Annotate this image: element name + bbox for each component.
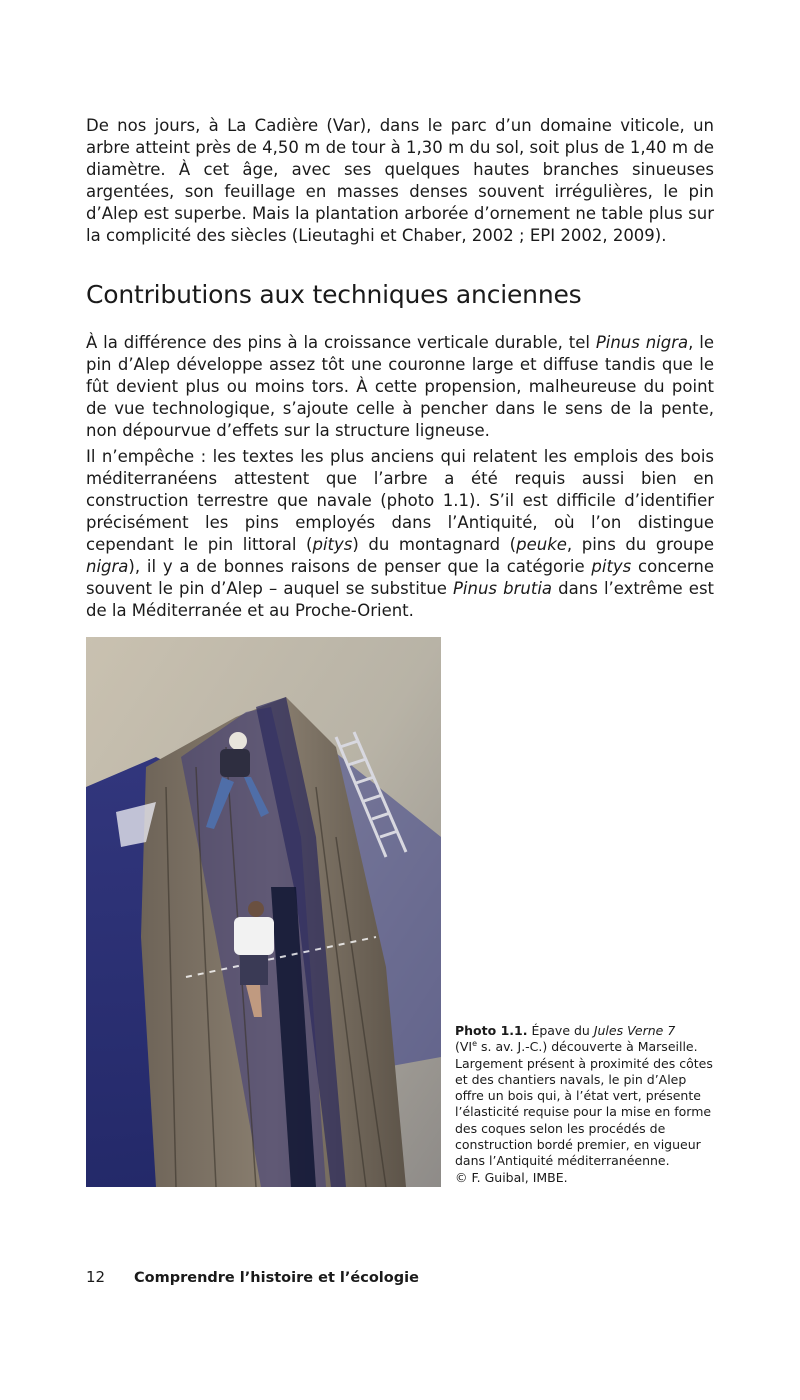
paragraph-1: [86, 115, 714, 247]
italic-term: Pinus nigra: [595, 333, 689, 352]
caption-date-sup: e: [472, 1039, 478, 1049]
text-run: De nos jours, à La Cadière (Var), dans le parc d’un domaine viticole, un arbre atteint près de 4,50 m de tour à 1,30 m du sol, soit plus de 1,40 m de diamètre. À cet âge, avec ses quelques hautes branches sinueuses argentées, son feuillage en masses denses souvent irrégulières, le pin d’Alep est superbe. Mais la plantation arborée d’ornement ne table plus sur la complicité des siècles (Lieutaghi et Chaber, 2002 ; EPI 2002, 2009).: [86, 116, 714, 245]
caption-date-rest: s. av. J.-C.) découverte à Marseille.: [477, 1039, 698, 1055]
text-run: À la différence des pins à la croissance verticale durable, tel: [86, 333, 596, 352]
caption-body: Largement présent à proximité des côtes et des chantiers navals, le pin d’Alep offre un bois qui, à l’état vert, présente l’élasticité requise pour la mise en forme des coques selon les procédés de construction bordé premier, en vigueur dans l’Antiquité méditerranéenne.: [455, 1055, 713, 1169]
caption-date-prefix: (VI: [455, 1039, 473, 1055]
section-heading: Contributions aux techniques anciennes: [86, 280, 582, 309]
page-number: 12: [86, 1268, 106, 1286]
italic-term: pitys: [591, 557, 632, 576]
paragraph-3: [86, 446, 714, 622]
photo-caption: [455, 1023, 715, 1186]
shipwreck-photo: [86, 637, 441, 1187]
italic-term: Pinus brutia: [452, 579, 553, 598]
italic-term: pitys: [312, 535, 353, 554]
text-run: , pins du groupe: [566, 535, 714, 554]
caption-wreck-name: Jules Verne 7: [593, 1023, 676, 1038]
text-run: , le pin d’Alep développe assez tôt une couronne large et diffuse tandis que le fût devient plus ou moins tors. À cette propension, malheureuse du point de vue technologique, s’ajoute celle à pencher dans le sens de la pente, non dépourvue d’effets sur la structure ligneuse.: [86, 333, 714, 440]
paragraph-2: [86, 332, 714, 442]
caption-intro: Épave du: [527, 1023, 594, 1038]
page-footer: [86, 1268, 419, 1286]
italic-term: peuke: [516, 535, 567, 554]
italic-term: nigra: [86, 557, 129, 576]
caption-label: Photo 1.1.: [455, 1023, 528, 1038]
text-run: concerne souvent le pin d’Alep – auquel se substitue: [86, 557, 715, 598]
text-run: ) du montagnard (: [352, 535, 517, 554]
text-run: ), il y a de bonnes raisons de penser que la catégorie: [128, 557, 592, 576]
text-run: Il n’empêche : les textes les plus anciens qui relatent les emplois des bois méditerranéens attestent que l’arbre a été requis aussi bien en construction terrestre que navale (photo 1.1). S’il est difficile d’identifier précisément les pins employés dans l’Antiquité, où l’on distingue cependant le pin littoral (: [86, 447, 714, 554]
text-run: dans l’extrême est de la Méditerranée et au Proche-Orient.: [86, 579, 715, 620]
running-title: Comprendre l’histoire et l’écologie: [134, 1270, 419, 1286]
caption-credit: © F. Guibal, IMBE.: [455, 1169, 568, 1185]
